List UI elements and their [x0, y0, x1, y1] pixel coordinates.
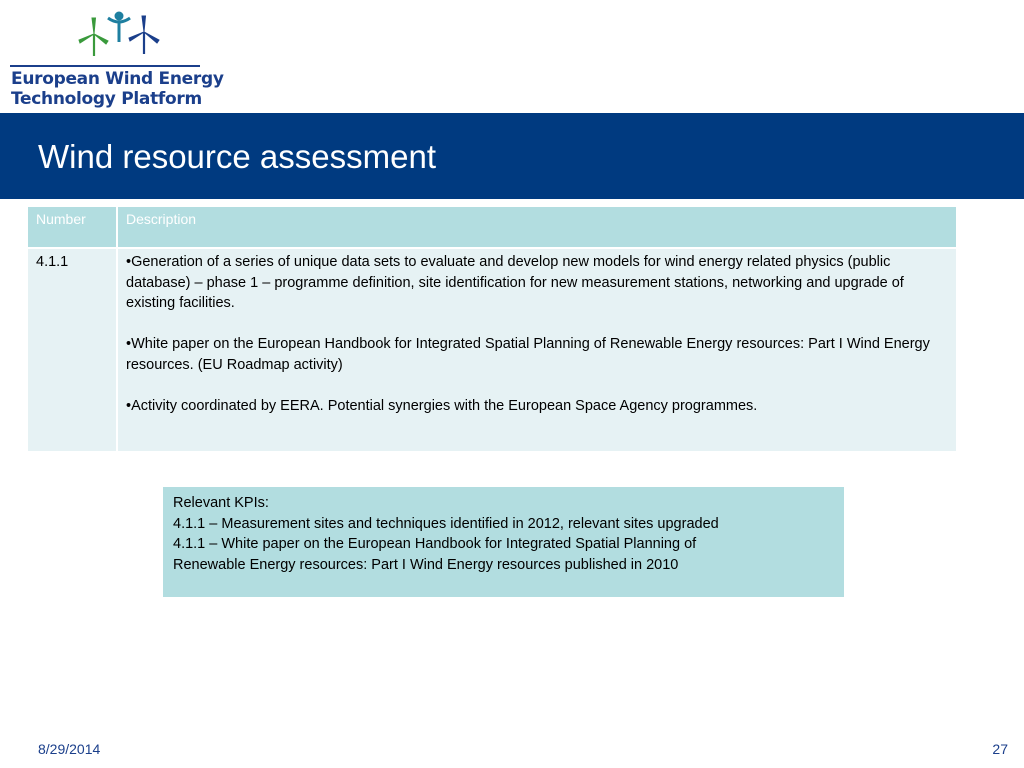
- header-description: Description: [118, 207, 956, 247]
- page-number: 27: [992, 741, 1008, 757]
- title-band: [0, 113, 1024, 199]
- footer-date: 8/29/2014: [38, 741, 101, 757]
- cell-description: [118, 247, 956, 451]
- kpi-heading: Relevant KPIs:: [173, 495, 269, 511]
- table-header-row: [28, 207, 956, 247]
- slide-title: Wind resource assessment: [38, 138, 436, 175]
- logo-divider: [10, 65, 200, 67]
- description-bullet: •Generation of a series of unique data sets to evaluate and develop new models for wind energy related physics (public database) – phase 1 – programme definition, site identification for new measurement stations, networking and upgrade of existing facilities.: [126, 254, 904, 311]
- kpi-box: [163, 487, 844, 597]
- table-row: [28, 247, 956, 451]
- kpi-line: Renewable Energy resources: Part I Wind Energy resources published in 2010: [173, 556, 679, 573]
- logo-text-line2: Technology Platform: [11, 89, 202, 109]
- kpi-line: 4.1.1 – White paper on the European Handbook for Integrated Spatial Planning of: [173, 536, 697, 552]
- cell-number: 4.1.1: [28, 247, 118, 451]
- description-bullet: •White paper on the European Handbook for Integrated Spatial Planning of Renewable Energy resources: Part I Wind Energy resources. (EU Roadmap activity): [126, 336, 930, 373]
- description-bullet: •Activity coordinated by EERA. Potential synergies with the European Space Agency programmes.: [126, 397, 758, 414]
- logo-text-line1: European Wind Energy: [11, 69, 224, 89]
- activities-table: [28, 207, 956, 451]
- wind-turbines-logo-icon: [64, 10, 174, 64]
- kpi-line: 4.1.1 – Measurement sites and techniques identified in 2012, relevant sites upgraded: [173, 515, 719, 532]
- header-number: Number: [28, 207, 118, 247]
- platform-logo: [8, 10, 224, 110]
